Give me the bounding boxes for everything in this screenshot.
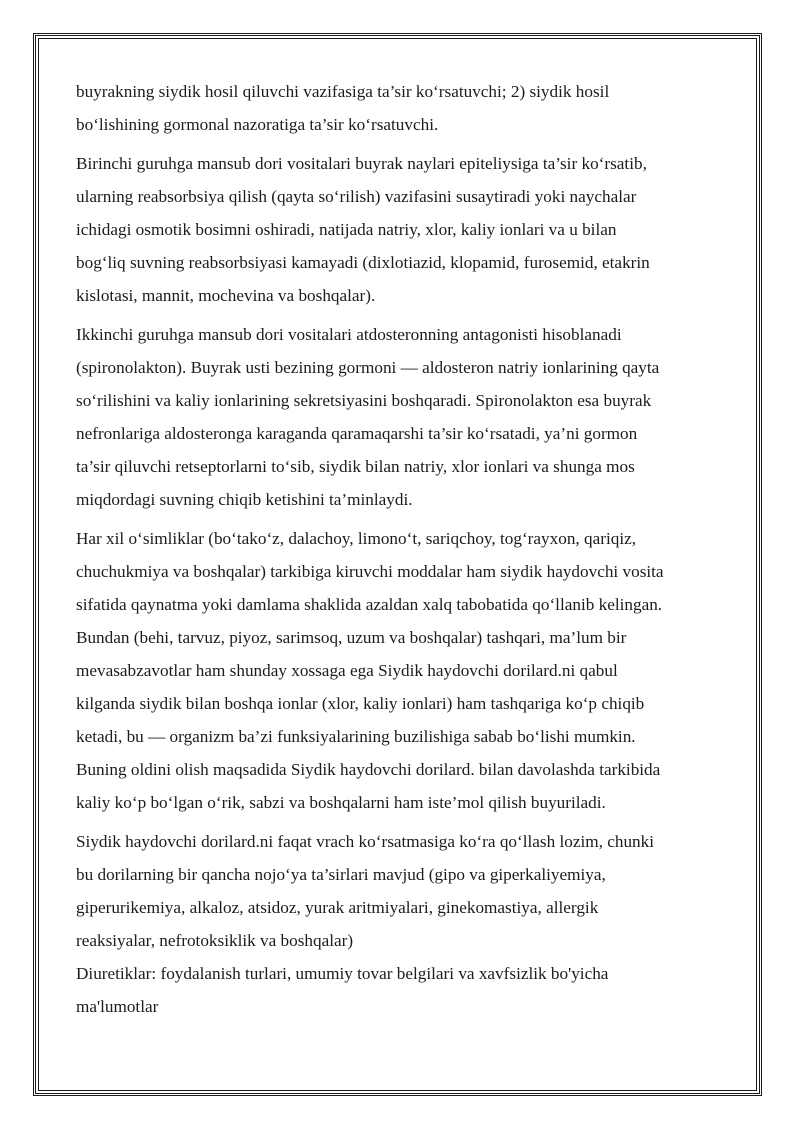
paragraph-first-group: Birinchi guruhga mansub dori vositalari buyrak naylari epiteliysiga ta’sir ko‘rsatib, ularning reabsorbsiya qilish (qayta so‘rilish) vazifasini susaytiradi yoki naychalar ichidagi osmotik bosimni oshiradi, natijada natriy, xlor, kaliy ionlari va u bilan bog‘liq suvning reabsorbsiyasi kamayadi (dixlotiazid, klopamid, furosemid, etakrin kislotasi, mannit, mochevina va boshqalar).: [76, 154, 650, 305]
document-body: [76, 75, 736, 1023]
paragraph-plants: Har xil o‘simliklar (bo‘tako‘z, dalachoy, limono‘t, sariqchoy, tog‘rayxon, qariqiz, chuchukmiya va boshqalar) tarkibiga kiruvchi moddalar ham siydik haydovchi vosita sifatida qaynatma yoki damlama shaklida azaldan xalq tabobatida qo‘llanib kelingan. Bundan (behi, tarvuz, piyoz, sarimsoq, uzum va boshqalar) tashqari, ma’lum bir mevasabzavotlar ham shunday xossaga ega Siydik haydovchi dorilard.ni qabul kilganda siydik bilan boshqa ionlar (xlor, kaliy ionlari) ham tashqariga ko‘p chiqib ketadi, bu — organizm ba’zi funksiyalarining buzilishiga sabab bo‘lishi mumkin. Buning oldini olish maqsadida Siydik haydovchi dorilard. bilan davolashda tarkibida kaliy ko‘p bo‘lgan o‘rik, sabzi va boshqalarni ham iste’mol qilish buyuriladi.: [76, 529, 664, 812]
paragraph-side-effects: Siydik haydovchi dorilard.ni faqat vrach ko‘rsatmasiga ko‘ra qo‘llash lozim, chunki bu dorilarning bir qancha nojo‘ya ta’sirlari mavjud (gipo va giperkaliyemiya, giperurikemiya, alkaloz, atsidoz, yurak aritmiyalari, ginekomastiya, allergik reaksiyalar, nefrotoksiklik va boshqalar): [76, 832, 655, 950]
paragraph-intro: buyrakning siydik hosil qiluvchi vazifasiga ta’sir ko‘rsatuvchi; 2) siydik hosil bo‘lishining gormonal nazoratiga ta’sir ko‘rsatuvchi.: [76, 82, 610, 134]
paragraph-diuretics-heading: Diuretiklar: foydalanish turlari, umumiy tovar belgilari va xavfsizlik bo'yicha ma'lumotlar: [76, 964, 609, 1016]
paragraph-second-group: Ikkinchi guruhga mansub dori vositalari atdosteronning antagonisti hisoblanadi (spironolakton). Buyrak usti bezining gormoni — aldosteron natriy ionlarining qayta so‘rilishini va kaliy ionlarining sekretsiyasini boshqaradi. Spironolakton esa buyrak nefronlariga aldosteronga karaganda qaramaqarshi ta’sir ko‘rsatadi, ya’ni gormon ta’sir qiluvchi retseptorlarni to‘sib, siydik bilan natriy, xlor ionlari va shunga mos miqdordagi suvning chiqib ketishini ta’minlaydi.: [76, 325, 660, 509]
